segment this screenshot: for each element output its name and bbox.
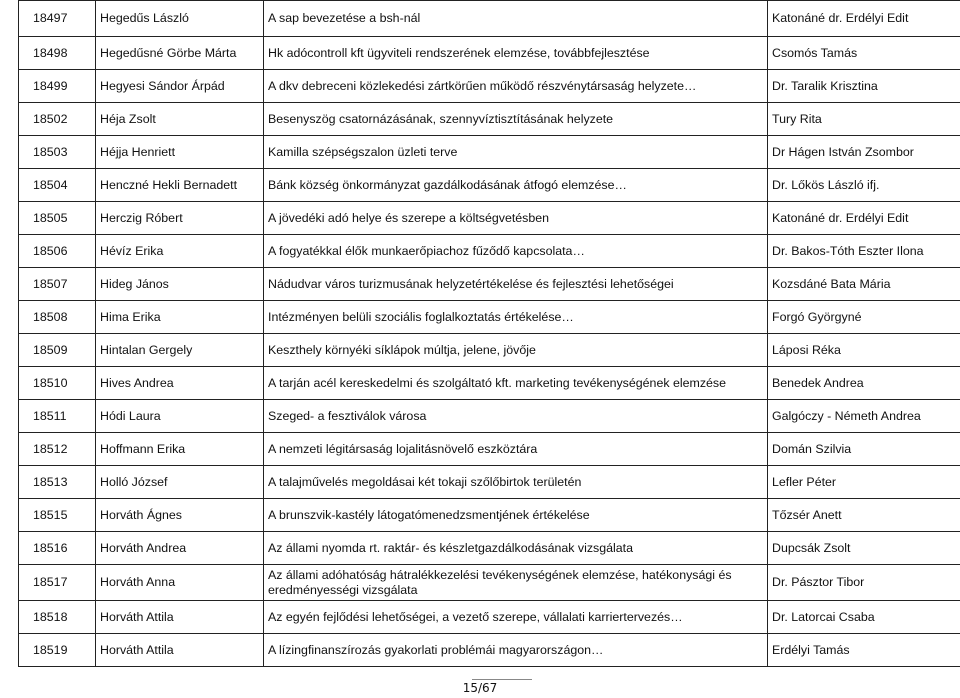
cell-id: 18503 [19, 136, 96, 169]
cell-thesis-title: Nádudvar város turizmusának helyzetértékelése és fejlesztési lehetőségei [264, 268, 768, 301]
cell-advisor: Katonáné dr. Erdélyi Edit [768, 1, 960, 37]
cell-student-name: Horváth Andrea [96, 532, 264, 565]
cell-id: 18513 [19, 466, 96, 499]
cell-thesis-title: Kamilla szépségszalon üzleti terve [264, 136, 768, 169]
cell-student-name: Hegedűsné Görbe Márta [96, 37, 264, 70]
cell-id: 18512 [19, 433, 96, 466]
cell-id: 18509 [19, 334, 96, 367]
table-row [19, 334, 960, 367]
cell-student-name: Hideg János [96, 268, 264, 301]
table-row [19, 136, 960, 169]
cell-thesis-title: Az állami adóhatóság hátralékkezelési tevékenységének elemzése, hatékonysági és eredményességi vizsgálata [264, 565, 768, 601]
cell-thesis-title: Besenyszög csatornázásának, szennyvíztisztításának helyzete [264, 103, 768, 136]
cell-thesis-title: A lízingfinanszírozás gyakorlati problémái magyarországon… [264, 634, 768, 667]
table-row [19, 367, 960, 400]
table-row [19, 433, 960, 466]
cell-student-name: Hegyesi Sándor Árpád [96, 70, 264, 103]
table-row [19, 268, 960, 301]
table-row [19, 565, 960, 601]
table-row [19, 169, 960, 202]
cell-student-name: Horváth Attila [96, 601, 264, 634]
cell-student-name: Horváth Attila [96, 634, 264, 667]
cell-advisor: Galgóczy - Németh Andrea [768, 400, 960, 433]
cell-student-name: Horváth Ágnes [96, 499, 264, 532]
cell-thesis-title: Bánk község önkormányzat gazdálkodásának átfogó elemzése… [264, 169, 768, 202]
cell-student-name: Hévíz Erika [96, 235, 264, 268]
table-row [19, 634, 960, 667]
cell-thesis-title: A sap bevezetése a bsh-nál [264, 1, 768, 37]
cell-id: 18507 [19, 268, 96, 301]
table-row [19, 1, 960, 37]
cell-student-name: Hintalan Gergely [96, 334, 264, 367]
cell-student-name: Horváth Anna [96, 565, 264, 601]
page-left-margin [0, 0, 18, 661]
cell-advisor: Dr. Latorcai Csaba [768, 601, 960, 634]
cell-id: 18502 [19, 103, 96, 136]
cell-student-name: Hima Erika [96, 301, 264, 334]
cell-student-name: Hódi Laura [96, 400, 264, 433]
footer-rule [472, 679, 532, 680]
cell-thesis-title: Keszthely környéki síklápok múltja, jelene, jövője [264, 334, 768, 367]
table-row [19, 466, 960, 499]
cell-id: 18510 [19, 367, 96, 400]
cell-thesis-title: A talajművelés megoldásai két tokaji szőlőbirtok területén [264, 466, 768, 499]
cell-advisor: Katonáné dr. Erdélyi Edit [768, 202, 960, 235]
cell-advisor: Dr. Lőkös László ifj. [768, 169, 960, 202]
cell-advisor: Domán Szilvia [768, 433, 960, 466]
table-row [19, 103, 960, 136]
cell-id: 18518 [19, 601, 96, 634]
cell-advisor: Benedek Andrea [768, 367, 960, 400]
cell-thesis-title: Intézményen belüli szociális foglalkoztatás értékelése… [264, 301, 768, 334]
table-row [19, 235, 960, 268]
cell-thesis-title: Hk adócontroll kft ügyviteli rendszerének elemzése, továbbfejlesztése [264, 37, 768, 70]
cell-student-name: Héjja Henriett [96, 136, 264, 169]
cell-thesis-title: A tarján acél kereskedelmi és szolgáltató kft. marketing tevékenységének elemzése [264, 367, 768, 400]
table-row [19, 532, 960, 565]
thesis-table-body [19, 1, 960, 667]
cell-advisor: Dupcsák Zsolt [768, 532, 960, 565]
cell-advisor: Tury Rita [768, 103, 960, 136]
cell-id: 18504 [19, 169, 96, 202]
cell-thesis-title: A dkv debreceni közlekedési zártkörűen működő részvénytársaság helyzete… [264, 70, 768, 103]
table-row [19, 499, 960, 532]
thesis-table [18, 0, 960, 667]
cell-id: 18498 [19, 37, 96, 70]
cell-student-name: Herczig Róbert [96, 202, 264, 235]
cell-advisor: Erdélyi Tamás [768, 634, 960, 667]
table-row [19, 202, 960, 235]
cell-advisor: Dr. Pásztor Tibor [768, 565, 960, 601]
cell-thesis-title: A jövedéki adó helye és szerepe a költségvetésben [264, 202, 768, 235]
cell-student-name: Holló József [96, 466, 264, 499]
cell-advisor: Dr. Bakos-Tóth Eszter Ilona [768, 235, 960, 268]
cell-id: 18499 [19, 70, 96, 103]
cell-advisor: Dr Hágen István Zsombor [768, 136, 960, 169]
cell-id: 18497 [19, 1, 96, 37]
cell-id: 18505 [19, 202, 96, 235]
cell-student-name: Hegedűs László [96, 1, 264, 37]
cell-advisor: Dr. Taralik Krisztina [768, 70, 960, 103]
cell-id: 18516 [19, 532, 96, 565]
cell-advisor: Forgó Györgyné [768, 301, 960, 334]
cell-thesis-title: A fogyatékkal élők munkaerőpiachoz fűződő kapcsolata… [264, 235, 768, 268]
cell-id: 18517 [19, 565, 96, 601]
cell-thesis-title: A brunszvik-kastély látogatómenedzsmentjének értékelése [264, 499, 768, 532]
table-row [19, 37, 960, 70]
cell-advisor: Tőzsér Anett [768, 499, 960, 532]
cell-thesis-title: Az állami nyomda rt. raktár- és készletgazdálkodásának vizsgálata [264, 532, 768, 565]
cell-advisor: Kozsdáné Bata Mária [768, 268, 960, 301]
cell-student-name: Henczné Hekli Bernadett [96, 169, 264, 202]
cell-student-name: Hoffmann Erika [96, 433, 264, 466]
table-row [19, 70, 960, 103]
cell-student-name: Hives Andrea [96, 367, 264, 400]
cell-advisor: Láposi Réka [768, 334, 960, 367]
cell-id: 18506 [19, 235, 96, 268]
cell-thesis-title: A nemzeti légitársaság lojalitásnövelő eszköztára [264, 433, 768, 466]
cell-advisor: Lefler Péter [768, 466, 960, 499]
cell-id: 18508 [19, 301, 96, 334]
cell-thesis-title: Az egyén fejlődési lehetőségei, a vezető szerepe, vállalati karriertervezés… [264, 601, 768, 634]
table-row [19, 301, 960, 334]
cell-advisor: Csomós Tamás [768, 37, 960, 70]
table-row [19, 601, 960, 634]
table-row [19, 400, 960, 433]
cell-id: 18511 [19, 400, 96, 433]
cell-student-name: Héja Zsolt [96, 103, 264, 136]
page-number: 15/67 [462, 681, 498, 695]
cell-id: 18515 [19, 499, 96, 532]
cell-thesis-title: Szeged- a fesztiválok városa [264, 400, 768, 433]
cell-id: 18519 [19, 634, 96, 667]
